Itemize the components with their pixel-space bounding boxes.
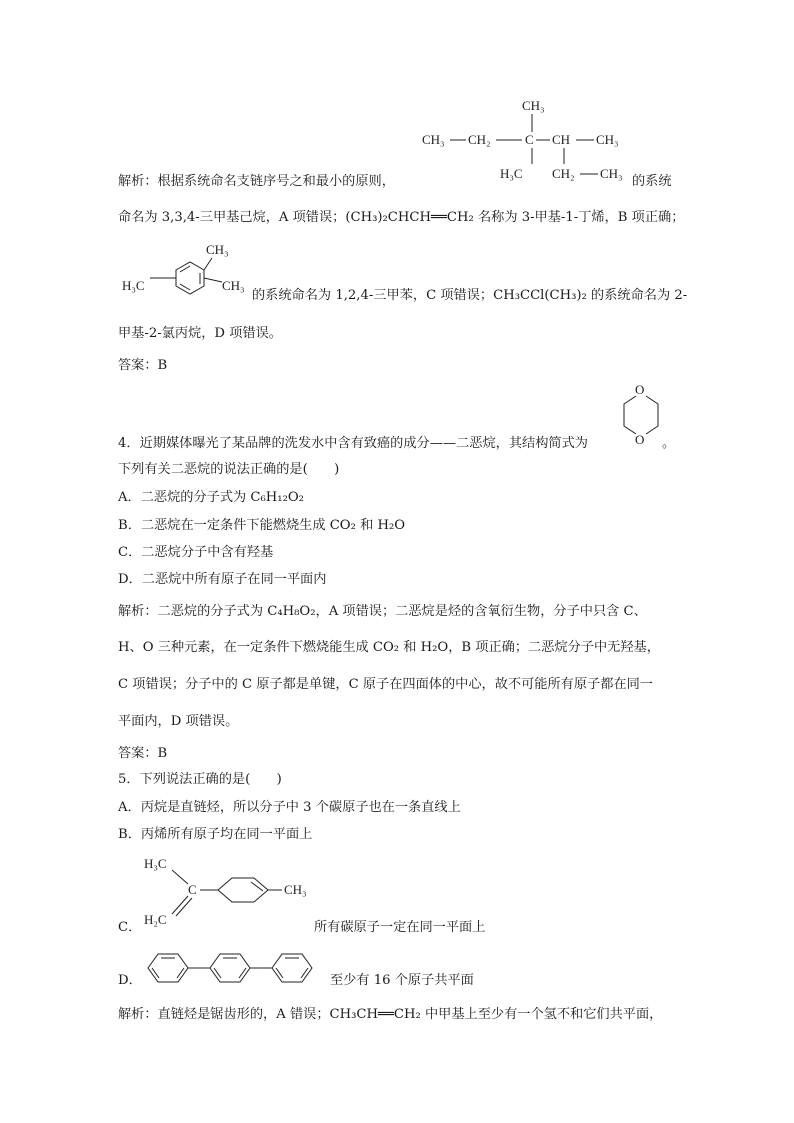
ch2-b: CH₂ (552, 166, 575, 181)
ch: CH (552, 132, 571, 147)
q4-answer: 答案：B (118, 746, 168, 761)
q5-option-c-label: C． (118, 920, 142, 935)
q4-solution-3: C 项错误；分子中的 C 原子都是单键，C 原子在四面体的中心，故不可能所有原子都在同一 (118, 677, 653, 692)
ch3-right: CH₃ (222, 278, 245, 293)
ch3-left: CH₃ (422, 132, 445, 147)
ch3-top: CH₃ (206, 242, 229, 257)
q5-stem: 5．下列说法正确的是( ) (118, 772, 282, 787)
q4-option-b: B．二恶烷在一定条件下能燃烧生成 CO₂ 和 H₂O (118, 518, 406, 533)
q4-solution-1: 解析：二恶烷的分子式为 C₄H₈O₂，A 项错误；二恶烷是烃的含氧衍生物，分子中只含 C、 (118, 604, 647, 619)
c-atom: C (188, 882, 197, 897)
q4-option-c: C．二恶烷分子中含有羟基 (118, 545, 274, 560)
h2c: H₂C (144, 912, 167, 927)
q5-solution: 解析：直链烃是锯齿形的，A 错误；CH₃CH══CH₂ 中甲基上至少有一个氢不和它们共平面， (118, 1007, 663, 1022)
ch3-end: CH₃ (600, 166, 623, 181)
q4-solution-4: 平面内，D 项错误。 (118, 714, 239, 729)
q4-option-a: A．二恶烷的分子式为 C₆H₁₂O₂ (118, 490, 304, 505)
ch3: CH₃ (284, 882, 307, 897)
ch3-right: CH₃ (596, 132, 619, 147)
terphenyl-structure (144, 946, 330, 990)
q4-option-d: D．二恶烷中所有原子在同一平面内 (118, 572, 327, 587)
ch3-top: CH₃ (522, 98, 545, 113)
h3c: H₃C (122, 278, 145, 293)
sol3-after-ring: 的系统命名为 1,2,4-三甲苯，C 项错误；CH₃CCl(CH₃)₂ 的系统命名为 2- (252, 288, 688, 303)
ch2: CH₂ (468, 132, 491, 147)
q5-option-b: B．丙烯所有原子均在同一平面上 (118, 827, 313, 842)
option-c-structure (142, 852, 322, 930)
h3c: H₃C (144, 856, 167, 871)
q4-stem-b: 下列有关二恶烷的说法正确的是( ) (118, 462, 340, 477)
trimethylhexane-structure (418, 96, 638, 188)
q5-option-c-text: 所有碳原子一定在同一平面上 (314, 920, 486, 935)
h3c: H₃C (500, 166, 523, 181)
o-bottom: O (635, 432, 645, 447)
dioxane-structure (618, 380, 666, 450)
q4-solution-2: H、O 三种元素，在一定条件下燃烧能生成 CO₂ 和 H₂O，B 项正确；二恶烷分子中无羟基， (118, 640, 660, 655)
q5-option-d-text: 至少有 16 个原子共平面 (330, 973, 474, 988)
sol3-line2: 命名为 3,3,4-三甲基己烷，A 项错误；(CH₃)₂CHCH══CH₂ 名称为 3-甲基-1-丁烯，B 项正确； (118, 210, 685, 225)
sol3-answer: 答案：B (118, 358, 168, 373)
q5-option-a: A．丙烷是直链烃，所以分子中 3 个碳原子也在一条直线上 (118, 800, 461, 815)
sol3-line4: 甲基-2-氯丙烷，D 项错误。 (118, 326, 282, 341)
sol3-after-struct: 的系统 (632, 174, 672, 189)
q5-option-d-label: D． (118, 973, 142, 988)
trimethylbenzene-structure (118, 238, 254, 306)
q4-stem-end: 。 (662, 436, 676, 451)
q4-stem-a: 4．近期媒体曝光了某品牌的洗发水中含有致癌的成分——二恶烷，其结构简式为 (118, 436, 588, 451)
c-quaternary: C (525, 132, 534, 147)
sol3-intro: 解析：根据系统命名支链序号之和最小的原则， (118, 174, 395, 189)
o-top: O (635, 382, 645, 397)
